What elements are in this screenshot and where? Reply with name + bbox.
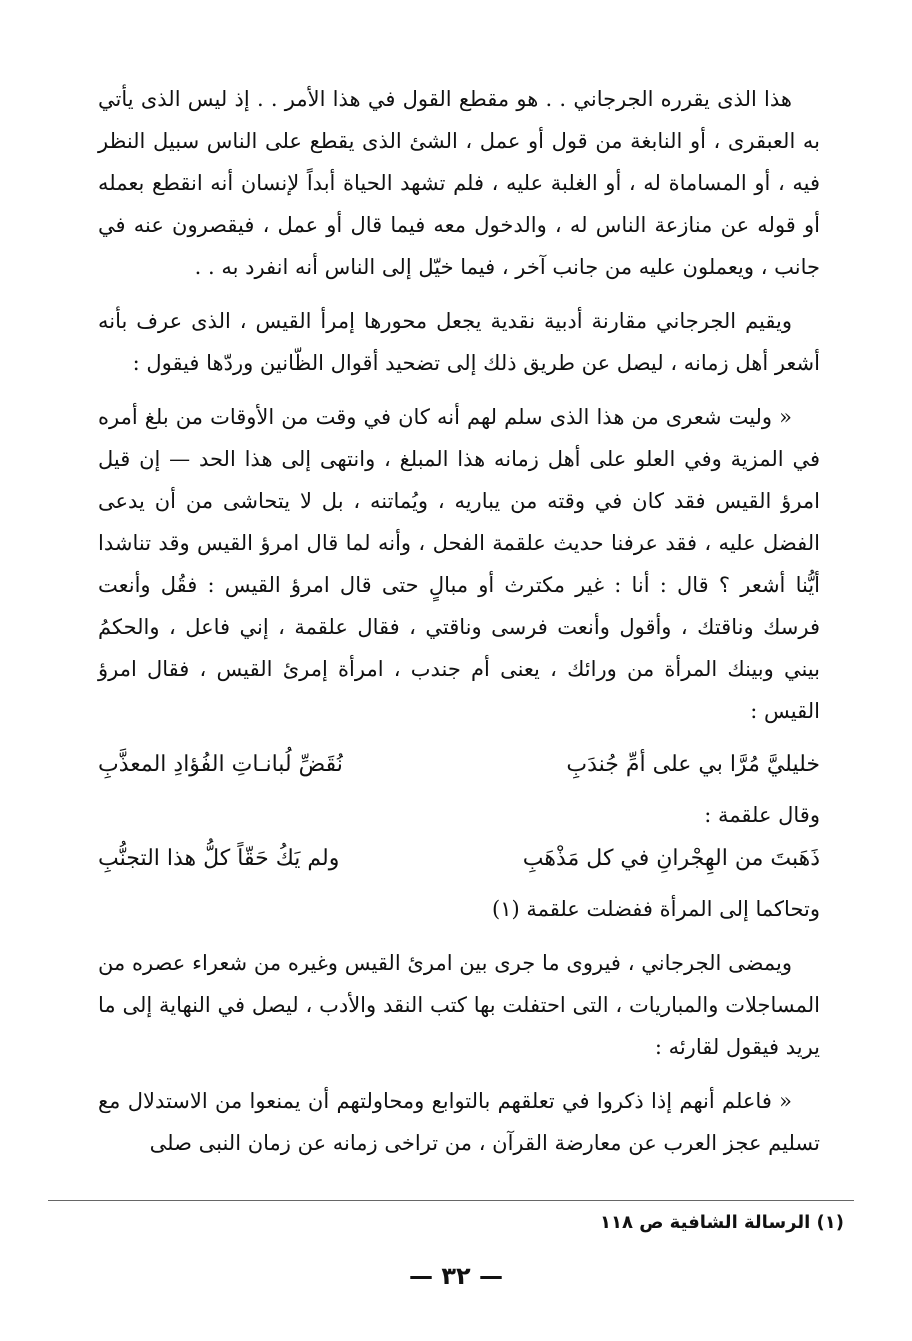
verse-1-second-hemistich: نُقَضِّ لُبانـاتِ الفُؤادِ المعذَّبِ [98,752,343,777]
footnote-divider [48,1200,854,1201]
verse-2-first-hemistich: ذَهَبتَ من الهِجْرانِ في كل مَذْهَبِ [522,846,820,871]
footnote: (١) الرسالة الشافية ص ١١٨ [599,1212,844,1233]
body-text [98,78,820,1176]
after-verse-line: وتحاكما إلى المرأة ففضلت علقمة (١) [491,897,820,921]
paragraph-5-quote: « فاعلم أنهم إذا ذكروا في تعلقهم بالتوابع ومحاولتهم أن يمنعوا من الاستدلال مع تسليم عجز العرب عن معارضة القرآن ، من تراخى زمانه عن زمان النبى صلى [98,1089,820,1155]
paragraph-4: ويمضى الجرجاني ، فيروى ما جرى بين امرئ القيس وغيره من شعراء عصره من المساجلات والمباريات ، التى احتفلت بها كتب النقد والأدب ، ليصل في النهاية إلى ما يريد فيقول لقارئه : [98,951,820,1059]
paragraph-3-quote: « وليت شعرى من هذا الذى سلم لهم أنه كان في وقت من الأوقات من بلغ أمره في المزية وفي العلو على أهل زمانه هذا المبلغ ، وانتهى إلى هذا الحد — إن قيل امرؤ القيس فقد كان في وقته من يباريه ، ويُماتنه ، بل لا يتحاشى من أن يدعى الفضل عليه ، فقد عرفنا حديث علقمة الفحل ، وأنه لما قال امرؤ القيس وقد تناشدا أيُّنا أشعر ؟ قال : أنا : غير مكترث أو مبالٍ حتى قال امرؤ القيس : فقُل وأنعت فرسك وناقتك ، وأقول وأنعت فرسى وناقتي ، فقال علقمة ، إني فاعل ، والحكمُ بيني وبينك المرأة من ورائك ، يعنى أم جندب ، امرأة إمرئ القيس ، فقال امرؤ القيس : [98,405,820,723]
verse-alqama [98,838,820,880]
page-number: — ٣٢ — [408,1262,503,1290]
verse-imru-al-qais [98,744,820,786]
verse-1-first-hemistich: خليليَّ مُرَّا بي على أمِّ جُندَبِ [566,752,820,777]
paragraph-2: ويقيم الجرجاني مقارنة أدبية نقدية يجعل محورها إمرأ القيس ، الذى عرف بأنه أشعر أهل زمانه ، ليصل عن طريق ذلك إلى تضحيد أقوال الظّانين وردّها فيقول : [98,309,820,375]
alqama-intro: وقال علقمة : [704,803,820,827]
paragraph-1: هذا الذى يقرره الجرجاني . . هو مقطع القول في هذا الأمر . . إذ ليس الذى يأتي به العبقرى ، أو النابغة من قول أو عمل ، الشئ الذى يقطع على الناس سبيل النظر فيه ، أو المساماة له ، أو الغلبة عليه ، فلم تشهد الحياة أبداً لإنسان أنه انقطع بعمله أو قوله عن منازعة الناس له ، والدخول معه فيما قال أو عمل ، فيقصرون عنه في جانب ، ويعملون عليه من جانب آخر ، فيما خيّل إلى الناس أنه انفرد به . . [98,87,820,279]
verse-2-second-hemistich: ولم يَكُ حَقّاً كلُّ هذا التجنُّبِ [98,846,340,871]
